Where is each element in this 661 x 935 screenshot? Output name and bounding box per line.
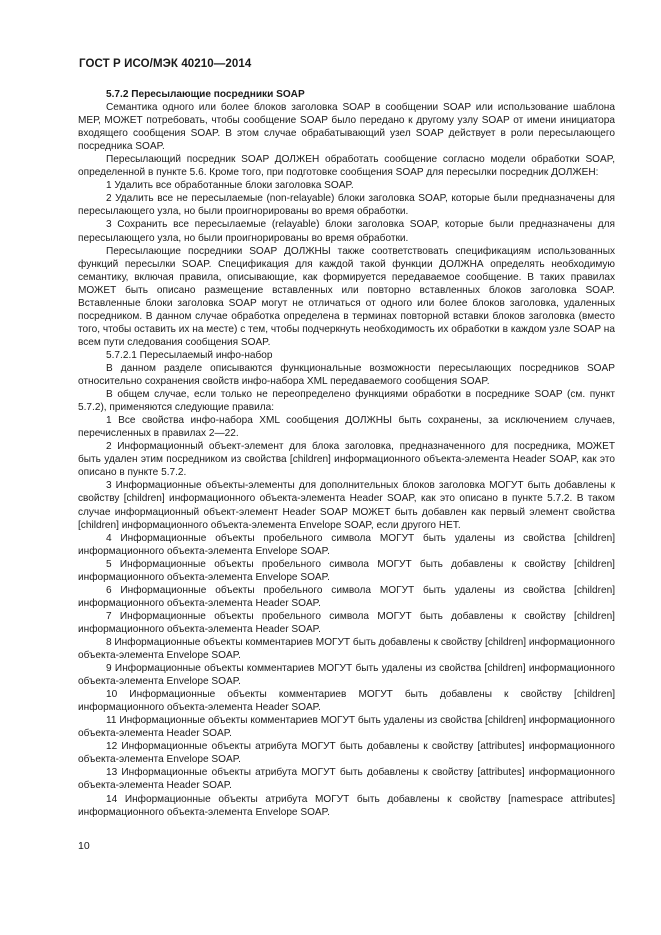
rule-item: 7 Информационные объекты пробельного символа МОГУТ быть добавлены к свойству [children] информационного объекта-элемента Header SOAP. (78, 610, 615, 635)
rule-item: 10 Информационные объекты комментариев МОГУТ быть добавлены к свойству [children] информационного объекта-элемента Header SOAP. (78, 689, 615, 714)
paragraph: Пересылающий посредник SOAP ДОЛЖЕН обработать сообщение согласно модели обработки SOAP, определенной в пункте 5.6. Кроме того, при подготовке сообщения SOAP для пересылки посредник ДОЛЖЕН: (78, 154, 615, 179)
paragraph: В данном разделе описываются функциональные возможности пересылающих посредников SOAP относительно сохранения свойств инфо-набора XML передаваемого сообщения SOAP. (78, 362, 615, 388)
list-item: 1 Удалить все обработанные блоки заголовка SOAP. (106, 180, 354, 192)
paragraph: В общем случае, если только не переопределено функциями обработки в посреднике SOAP (см. пункт 5.7.2), применяются следующие правила: (78, 389, 615, 414)
rule-item: 8 Информационные объекты комментариев МОГУТ быть добавлены к свойству [children] информационного объекта-элемента Envelope SOAP. (78, 636, 615, 662)
rule-item: 13 Информационные объекты атрибута МОГУТ быть добавлены к свойству [attributes] информационного объекта-элемента Header SOAP. (78, 767, 615, 792)
rule-item: 1 Все свойства инфо-набора XML сообщения ДОЛЖНЫ быть сохранены, за исключением случаев, перечисленных в правилах 2—22. (78, 415, 615, 440)
rule-item: 6 Информационные объекты пробельного символа МОГУТ быть удалены из свойства [children] информационного объекта-элемента Header SOAP. (78, 584, 615, 609)
rule-item: 12 Информационные объекты атрибута МОГУТ быть добавлены к свойству [attributes] информационного объекта-элемента Envelope SOAP. (78, 741, 615, 766)
subsection-title: 5.7.2.1 Пересылаемый инфо-набор (106, 349, 273, 361)
rule-item: 11 Информационные объекты комментариев МОГУТ быть удалены из свойства [children] информационного объекта-элемента Header SOAP. (78, 715, 615, 740)
list-item: 3 Сохранить все пересылаемые (relayable) блоки заголовка SOAP, которые были предназначены для пересылающего узла, но были проигнорированы во время обработки. (78, 219, 615, 244)
rule-item: 9 Информационные объекты комментариев МОГУТ быть удалены из свойства [children] информационного объекта-элемента Envelope SOAP. (78, 663, 615, 688)
list-item: 2 Удалить все не пересылаемые (non-relayable) блоки заголовка SOAP, которые были предназначены для пересылающего узла, но были проигнорированы во время обработки. (78, 193, 615, 218)
rule-item: 5 Информационные объекты пробельного символа МОГУТ быть добавлены к свойству [children] информационного объекта-элемента Envelope SOAP. (78, 558, 615, 583)
document-body (78, 88, 615, 819)
rule-item: 2 Информационный объект-элемент для блока заголовка, предназначенного для посредника, МОЖЕТ быть удален этим посредником из свойства [children] информационного объекта-элемента Header SOAP, как это описано в пункте 5.7.2. (78, 441, 615, 479)
page-number: 10 (78, 840, 90, 852)
document-header: ГОСТ Р ИСО/МЭК 40210—2014 (79, 58, 252, 70)
rule-item: 3 Информационные объекты-элементы для дополнительных блоков заголовка МОГУТ быть добавлены к свойству [children] информационного объекта-элемента Header SOAP, как это описано в пункте 5.7.2. В таком случае информационный объект-элемент Header SOAP МОЖЕТ быть добавлен как первый элемент свойства [children] информационного объекта-элемента Envelope SOAP, если другого НЕТ. (78, 480, 615, 531)
paragraph: Пересылающие посредники SOAP ДОЛЖНЫ также соответствовать спецификациям использованных функций пересылки SOAP. Спецификация для каждой такой функции ДОЛЖНА определять необходимую семантику, включая правила, описывающие, как формируется передаваемое сообщение. В таких правилах МОЖЕТ быть описано размещение вставленных или повторно вставленных блоков заголовка SOAP. Вставленные блоки заголовка SOAP могут не отличаться от одного или более блоков заголовка, удаленных посредником. В данном случае обработка определена в терминах повторной вставки блоков заголовка (вместо того, чтобы оставить их на месте) с тем, чтобы подчеркнуть необходимость их обработки в каждом узле SOAP на всем пути следования сообщения SOAP. (78, 245, 615, 348)
paragraph: Семантика одного или более блоков заголовка SOAP в сообщении SOAP или использование шаблона МЕР, МОЖЕТ потребовать, чтобы сообщение SOAP было передано к другому узлу SOAP от имени инициатора входящего сообщения SOAP. В этом случае обрабатывающий узел SOAP действует в роли пересылающего посредника SOAP. (78, 102, 615, 153)
rule-item: 14 Информационные объекты атрибута МОГУТ быть добавлены к свойству [namespace attributes] информационного объекта-элемента Envelope SOAP. (78, 793, 615, 818)
section-title: 5.7.2 Пересылающие посредники SOAP (106, 89, 305, 100)
rule-item: 4 Информационные объекты пробельного символа МОГУТ быть удалены из свойства [children] информационного объекта-элемента Envelope SOAP. (78, 532, 615, 557)
